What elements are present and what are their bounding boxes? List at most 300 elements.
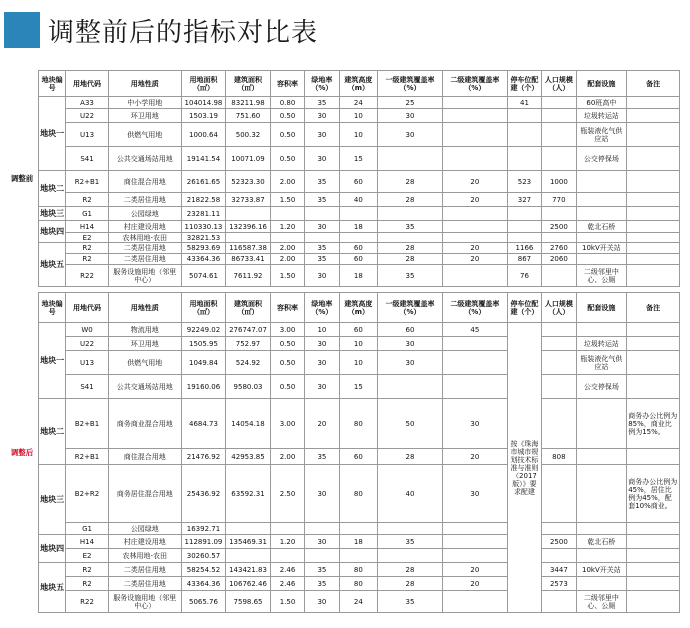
- area-cell: 110330.13: [181, 221, 226, 233]
- pop-cell: [542, 323, 576, 337]
- col-block: 地块编号: [38, 71, 65, 97]
- height-cell: 10: [339, 109, 377, 123]
- area-cell: 112891.09: [181, 535, 226, 549]
- col-remark: 备注: [627, 293, 680, 323]
- table-row: [6, 323, 680, 337]
- cov1-cell: [378, 147, 443, 171]
- build-cell: 63592.31: [226, 465, 271, 523]
- parking-cell: [507, 147, 541, 171]
- pop-cell: [542, 375, 576, 399]
- green-cell: 30: [305, 109, 339, 123]
- far-cell: 1.50: [270, 265, 304, 287]
- code-cell: H14: [66, 535, 109, 549]
- nature-cell: 村庄建设用地: [108, 535, 181, 549]
- far-cell: 1.20: [270, 535, 304, 549]
- area-cell: 1049.84: [181, 351, 226, 375]
- parking-cell: 1166: [507, 243, 541, 254]
- height-cell: [339, 233, 377, 243]
- table-row: [6, 123, 680, 147]
- remark-cell: [627, 265, 680, 287]
- area-cell: 43364.36: [181, 254, 226, 265]
- far-cell: [270, 207, 304, 221]
- remark-cell: [627, 535, 680, 549]
- facility-cell: [576, 171, 627, 193]
- cov2-cell: [442, 523, 507, 535]
- remark-cell: [627, 563, 680, 577]
- table-row: [6, 591, 680, 613]
- table-row: [6, 243, 680, 254]
- parking-cell: [507, 221, 541, 233]
- green-cell: 35: [305, 97, 339, 109]
- cov1-cell: 35: [378, 221, 443, 233]
- table-row: [6, 549, 680, 563]
- nature-cell: 物流用地: [108, 323, 181, 337]
- green-cell: [305, 549, 339, 563]
- far-cell: 2.00: [270, 243, 304, 254]
- pop-cell: [542, 147, 576, 171]
- green-cell: [305, 233, 339, 243]
- remark-cell: [627, 147, 680, 171]
- table-row: [6, 465, 680, 523]
- pop-cell: [542, 123, 576, 147]
- parking-cell: [507, 207, 541, 221]
- pop-cell: [542, 337, 576, 351]
- facility-cell: [576, 577, 627, 591]
- nature-cell: 公共交通场站用地: [108, 375, 181, 399]
- height-cell: [339, 523, 377, 535]
- facility-cell: [576, 207, 627, 221]
- page-title: 调整前后的指标对比表: [48, 17, 319, 48]
- pop-cell: 3447: [542, 563, 576, 577]
- cov1-cell: 35: [378, 535, 443, 549]
- green-cell: [305, 523, 339, 535]
- far-cell: 0.50: [270, 337, 304, 351]
- facility-cell: [576, 193, 627, 207]
- cov1-cell: 28: [378, 171, 443, 193]
- remark-cell: [627, 254, 680, 265]
- parking-cell: 327: [507, 193, 541, 207]
- facility-cell: [576, 465, 627, 523]
- far-cell: 1.50: [270, 591, 304, 613]
- table-row: [6, 265, 680, 287]
- remark-cell: [627, 109, 680, 123]
- build-cell: 7611.92: [226, 265, 271, 287]
- code-cell: R22: [66, 265, 109, 287]
- pop-cell: 1000: [542, 171, 576, 193]
- nature-cell: 商住混合用地: [108, 449, 181, 465]
- facility-cell: 二级邻里中心、公厕: [576, 591, 627, 613]
- cov1-cell: 30: [378, 109, 443, 123]
- nature-cell: 村庄建设用地: [108, 221, 181, 233]
- build-cell: 32733.87: [226, 193, 271, 207]
- remark-cell: [627, 221, 680, 233]
- block-cell: 地块一: [38, 323, 65, 399]
- block-cell: 地块二: [38, 399, 65, 465]
- height-cell: 24: [339, 591, 377, 613]
- green-cell: 10: [305, 323, 339, 337]
- cov1-cell: 50: [378, 399, 443, 449]
- block-cell: 地块二: [38, 171, 65, 207]
- cov1-cell: [378, 549, 443, 563]
- block-cell: 地块四: [38, 221, 65, 243]
- table-row: [6, 375, 680, 399]
- col-cov1: 一级建筑覆盖率（%）: [378, 71, 443, 97]
- pop-cell: 2060: [542, 254, 576, 265]
- code-cell: R22: [66, 591, 109, 613]
- nature-cell: 环卫用地: [108, 337, 181, 351]
- area-cell: 26161.65: [181, 171, 226, 193]
- nature-cell: 二类居住用地: [108, 193, 181, 207]
- col-height: 建筑高度（m）: [339, 71, 377, 97]
- remark-cell: 商务办公比例为45%，居住比例为45%，配套10%商业。: [627, 465, 680, 523]
- facility-cell: [576, 549, 627, 563]
- pop-cell: [542, 97, 576, 109]
- code-cell: G1: [66, 523, 109, 535]
- pop-cell: [542, 233, 576, 243]
- cov1-cell: [378, 523, 443, 535]
- cov2-cell: [442, 265, 507, 287]
- remark-cell: 商务办公比例为85%，商业比例为15%。: [627, 399, 680, 449]
- parking-note-cell: 按《珠海市城市规划技术标准与准则（2017版）》要求配建: [507, 323, 541, 613]
- nature-cell: 中小学用地: [108, 97, 181, 109]
- area-cell: 4684.73: [181, 399, 226, 449]
- height-cell: 80: [339, 563, 377, 577]
- facility-cell: 二级邻里中心、公厕: [576, 265, 627, 287]
- pop-cell: [542, 399, 576, 449]
- col-area: 用地面积（㎡）: [181, 71, 226, 97]
- code-cell: W0: [66, 323, 109, 337]
- green-cell: 30: [305, 465, 339, 523]
- nature-cell: 公共交通场站用地: [108, 147, 181, 171]
- build-cell: 9580.03: [226, 375, 271, 399]
- cov1-cell: 30: [378, 337, 443, 351]
- far-cell: [270, 233, 304, 243]
- cov2-cell: 20: [442, 193, 507, 207]
- pop-cell: [542, 265, 576, 287]
- cov2-cell: 20: [442, 171, 507, 193]
- facility-cell: 公交停保场: [576, 375, 627, 399]
- col-remark: 备注: [627, 71, 680, 97]
- after-table: [6, 292, 680, 613]
- remark-cell: [627, 207, 680, 221]
- col-cov2: 二级建筑覆盖率（%）: [442, 71, 507, 97]
- code-cell: B2+B1: [66, 399, 109, 449]
- build-cell: 116587.38: [226, 243, 271, 254]
- col-area: 用地面积（㎡）: [181, 293, 226, 323]
- pop-cell: 2500: [542, 221, 576, 233]
- code-cell: S41: [66, 147, 109, 171]
- cov2-cell: [442, 221, 507, 233]
- cov1-cell: [378, 375, 443, 399]
- cov2-cell: 30: [442, 399, 507, 449]
- code-cell: U13: [66, 351, 109, 375]
- col-pop: 人口规模（人）: [542, 293, 576, 323]
- block-cell: 地块三: [38, 465, 65, 535]
- area-cell: 1503.19: [181, 109, 226, 123]
- nature-cell: 商务商业混合用地: [108, 399, 181, 449]
- pop-cell: [542, 549, 576, 563]
- code-cell: R2: [66, 577, 109, 591]
- code-cell: R2: [66, 243, 109, 254]
- facility-cell: 垃圾转运站: [576, 337, 627, 351]
- area-cell: 92249.02: [181, 323, 226, 337]
- area-cell: 58293.69: [181, 243, 226, 254]
- cov1-cell: [378, 233, 443, 243]
- height-cell: 60: [339, 171, 377, 193]
- table-row: [6, 97, 680, 109]
- build-cell: 7598.65: [226, 591, 271, 613]
- parking-cell: 41: [507, 97, 541, 109]
- pop-cell: [542, 591, 576, 613]
- parking-cell: 867: [507, 254, 541, 265]
- cov2-cell: [442, 97, 507, 109]
- green-cell: 35: [305, 171, 339, 193]
- build-cell: 524.92: [226, 351, 271, 375]
- facility-cell: [576, 523, 627, 535]
- block-cell: 地块五: [38, 563, 65, 613]
- parking-cell: 76: [507, 265, 541, 287]
- green-cell: 30: [305, 147, 339, 171]
- cov1-cell: 28: [378, 449, 443, 465]
- height-cell: 10: [339, 351, 377, 375]
- block-cell: 地块五: [38, 243, 65, 287]
- far-cell: 2.00: [270, 449, 304, 465]
- block-cell: 地块四: [38, 535, 65, 563]
- table-row: [6, 254, 680, 265]
- cov2-cell: [442, 109, 507, 123]
- nature-cell: 服务设施用地（邻里中心）: [108, 591, 181, 613]
- green-cell: 35: [305, 563, 339, 577]
- green-cell: 35: [305, 449, 339, 465]
- nature-cell: 二类居住用地: [108, 577, 181, 591]
- height-cell: 15: [339, 147, 377, 171]
- area-cell: 19160.06: [181, 375, 226, 399]
- far-cell: 1.50: [270, 193, 304, 207]
- pop-cell: [542, 351, 576, 375]
- height-cell: 15: [339, 375, 377, 399]
- remark-cell: [627, 243, 680, 254]
- cov1-cell: 30: [378, 351, 443, 375]
- title-accent-square: [4, 12, 40, 48]
- green-cell: 30: [305, 221, 339, 233]
- nature-cell: 环卫用地: [108, 109, 181, 123]
- build-cell: 500.32: [226, 123, 271, 147]
- area-cell: 1505.95: [181, 337, 226, 351]
- remark-cell: [627, 171, 680, 193]
- cov1-cell: 60: [378, 323, 443, 337]
- nature-cell: 二类居住用地: [108, 243, 181, 254]
- cov1-cell: 28: [378, 193, 443, 207]
- far-cell: 1.20: [270, 221, 304, 233]
- col-far: 容积率: [270, 293, 304, 323]
- build-cell: 10071.09: [226, 147, 271, 171]
- nature-cell: 农林用地-农田: [108, 233, 181, 243]
- table-row: [6, 449, 680, 465]
- cov1-cell: 25: [378, 97, 443, 109]
- col-nature: 用地性质: [108, 293, 181, 323]
- far-cell: 0.80: [270, 97, 304, 109]
- cov1-cell: 30: [378, 123, 443, 147]
- nature-cell: 公园绿地: [108, 523, 181, 535]
- build-cell: 752.97: [226, 337, 271, 351]
- area-cell: 21822.58: [181, 193, 226, 207]
- height-cell: 60: [339, 449, 377, 465]
- height-cell: [339, 207, 377, 221]
- build-cell: [226, 233, 271, 243]
- remark-cell: [627, 351, 680, 375]
- height-cell: 10: [339, 123, 377, 147]
- green-cell: 30: [305, 265, 339, 287]
- facility-cell: [576, 233, 627, 243]
- table-row: [6, 563, 680, 577]
- code-cell: U22: [66, 337, 109, 351]
- table-row: [6, 577, 680, 591]
- pop-cell: [542, 523, 576, 535]
- pop-cell: [542, 465, 576, 523]
- pop-cell: [542, 109, 576, 123]
- code-cell: R2+B1: [66, 171, 109, 193]
- page-header: [4, 4, 318, 56]
- height-cell: 60: [339, 254, 377, 265]
- code-cell: U13: [66, 123, 109, 147]
- facility-cell: 60班高中: [576, 97, 627, 109]
- nature-cell: 供燃气用地: [108, 351, 181, 375]
- col-green: 绿地率（%）: [305, 293, 339, 323]
- facility-cell: [576, 323, 627, 337]
- before-table: [6, 70, 680, 287]
- cov2-cell: 20: [442, 563, 507, 577]
- cov1-cell: [378, 207, 443, 221]
- area-cell: 25436.92: [181, 465, 226, 523]
- col-code: 用地代码: [66, 71, 109, 97]
- area-cell: 43364.36: [181, 577, 226, 591]
- cov1-cell: 28: [378, 577, 443, 591]
- nature-cell: 二类居住用地: [108, 254, 181, 265]
- far-cell: 3.00: [270, 399, 304, 449]
- col-cov1: 一级建筑覆盖率（%）: [378, 293, 443, 323]
- facility-cell: 瓶装液化气供应站: [576, 123, 627, 147]
- code-cell: R2: [66, 254, 109, 265]
- cov2-cell: [442, 233, 507, 243]
- table-row: [6, 221, 680, 233]
- table-row: [6, 147, 680, 171]
- pop-cell: 2573: [542, 577, 576, 591]
- remark-cell: [627, 233, 680, 243]
- pop-cell: [542, 207, 576, 221]
- facility-cell: 乾北石桥: [576, 535, 627, 549]
- cov2-cell: 30: [442, 465, 507, 523]
- height-cell: 24: [339, 97, 377, 109]
- col-far: 容积率: [270, 71, 304, 97]
- cov1-cell: 35: [378, 591, 443, 613]
- build-cell: 751.60: [226, 109, 271, 123]
- area-cell: 16392.71: [181, 523, 226, 535]
- header-row: [6, 71, 680, 97]
- green-cell: 35: [305, 254, 339, 265]
- green-cell: 30: [305, 123, 339, 147]
- far-cell: 0.50: [270, 351, 304, 375]
- nature-cell: 二类居住用地: [108, 563, 181, 577]
- area-cell: 19141.54: [181, 147, 226, 171]
- build-cell: [226, 549, 271, 563]
- table-row: [6, 337, 680, 351]
- table-row: [6, 523, 680, 535]
- remark-cell: [627, 591, 680, 613]
- nature-cell: 商住混合用地: [108, 171, 181, 193]
- remark-cell: [627, 375, 680, 399]
- height-cell: 60: [339, 323, 377, 337]
- table-row: [6, 399, 680, 449]
- far-cell: 0.50: [270, 147, 304, 171]
- build-cell: 42953.85: [226, 449, 271, 465]
- nature-cell: 供燃气用地: [108, 123, 181, 147]
- pop-cell: 2500: [542, 535, 576, 549]
- block-cell: 地块三: [38, 207, 65, 221]
- col-height: 建筑高度（m）: [339, 293, 377, 323]
- col-code: 用地代码: [66, 293, 109, 323]
- green-cell: 30: [305, 351, 339, 375]
- cov1-cell: 28: [378, 254, 443, 265]
- facility-cell: 瓶装液化气供应站: [576, 351, 627, 375]
- col-cov2: 二级建筑覆盖率（%）: [442, 293, 507, 323]
- pop-cell: 2760: [542, 243, 576, 254]
- parking-cell: 523: [507, 171, 541, 193]
- col-green: 绿地率（%）: [305, 71, 339, 97]
- area-cell: 21476.92: [181, 449, 226, 465]
- far-cell: 2.00: [270, 171, 304, 193]
- green-cell: [305, 207, 339, 221]
- height-cell: 18: [339, 265, 377, 287]
- code-cell: B2+R2: [66, 465, 109, 523]
- col-build: 建筑面积（㎡）: [226, 293, 271, 323]
- col-facility: 配套设施: [576, 293, 627, 323]
- cov2-cell: [442, 337, 507, 351]
- facility-cell: 公交停保场: [576, 147, 627, 171]
- green-cell: 30: [305, 591, 339, 613]
- green-cell: 35: [305, 243, 339, 254]
- pop-cell: 770: [542, 193, 576, 207]
- col-build: 建筑面积（㎡）: [226, 71, 271, 97]
- code-cell: H14: [66, 221, 109, 233]
- pop-cell: 808: [542, 449, 576, 465]
- remark-cell: [627, 337, 680, 351]
- far-cell: 2.50: [270, 465, 304, 523]
- area-cell: 30260.57: [181, 549, 226, 563]
- cov2-cell: [442, 147, 507, 171]
- facility-cell: 乾北石桥: [576, 221, 627, 233]
- build-cell: 106762.46: [226, 577, 271, 591]
- cov2-cell: 20: [442, 577, 507, 591]
- facility-cell: 垃圾转运站: [576, 109, 627, 123]
- col-facility: 配套设施: [576, 71, 627, 97]
- green-cell: 20: [305, 399, 339, 449]
- cov2-cell: 20: [442, 449, 507, 465]
- cov2-cell: [442, 591, 507, 613]
- cov2-cell: [442, 123, 507, 147]
- facility-cell: 10kV开关站: [576, 243, 627, 254]
- cov1-cell: 40: [378, 465, 443, 523]
- far-cell: 2.46: [270, 577, 304, 591]
- remark-cell: [627, 123, 680, 147]
- nature-cell: 服务设施用地（邻里中心）: [108, 265, 181, 287]
- build-cell: [226, 523, 271, 535]
- far-cell: 2.46: [270, 563, 304, 577]
- table-row: [6, 535, 680, 549]
- remark-cell: [627, 97, 680, 109]
- area-cell: 104014.98: [181, 97, 226, 109]
- build-cell: [226, 207, 271, 221]
- table-row: [6, 351, 680, 375]
